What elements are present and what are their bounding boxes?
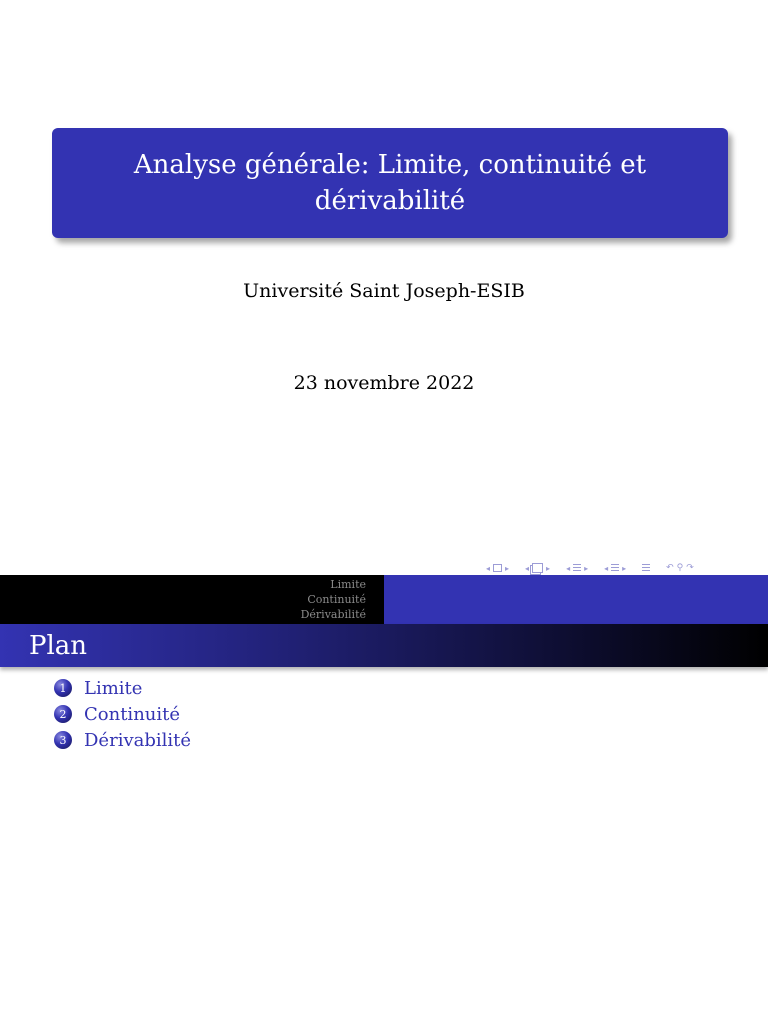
nav-frame-icon[interactable]: ◂ ▸ bbox=[525, 563, 551, 573]
toc-item-derivabilite[interactable] bbox=[54, 727, 191, 753]
toc-link-continuite[interactable]: Continuité bbox=[84, 703, 181, 725]
toc-number-ball: 3 bbox=[54, 731, 72, 749]
presentation-date: 23 novembre 2022 bbox=[293, 372, 475, 394]
table-of-contents bbox=[54, 675, 191, 753]
headline-bar bbox=[0, 575, 768, 624]
nav-slide-icon[interactable]: ◂ ▸ bbox=[486, 563, 510, 573]
institute-name: Université Saint Joseph-ESIB bbox=[243, 280, 525, 302]
nav-section-icon[interactable]: ◂ ▸ bbox=[604, 563, 627, 573]
frame-title: Plan bbox=[29, 630, 88, 661]
toc-link-derivabilite[interactable]: Dérivabilité bbox=[84, 729, 192, 751]
navigation-symbols bbox=[486, 561, 694, 575]
frame-title-bar bbox=[0, 624, 768, 667]
nav-subsection-icon[interactable]: ◂ ▸ bbox=[566, 563, 589, 573]
toc-number-ball: 1 bbox=[54, 679, 72, 697]
headline-section-limite[interactable]: Limite bbox=[330, 578, 366, 591]
presentation-title: Analyse générale: Limite, continuité et dérivabilité bbox=[133, 150, 647, 216]
nav-search-icon[interactable]: ↶ ⚲ ↷ bbox=[666, 563, 694, 573]
headline-right-panel bbox=[384, 575, 768, 624]
plan-slide bbox=[0, 575, 768, 1024]
toc-number-ball: 2 bbox=[54, 705, 72, 723]
section-navigation bbox=[0, 575, 384, 624]
nav-document-icon[interactable] bbox=[642, 564, 650, 572]
toc-item-limite[interactable] bbox=[54, 675, 191, 701]
headline-section-derivabilite[interactable]: Dérivabilité bbox=[300, 608, 366, 621]
title-box bbox=[52, 128, 728, 238]
toc-link-limite[interactable]: Limite bbox=[84, 677, 143, 699]
toc-item-continuite[interactable] bbox=[54, 701, 191, 727]
headline-section-continuite[interactable]: Continuité bbox=[307, 593, 366, 606]
